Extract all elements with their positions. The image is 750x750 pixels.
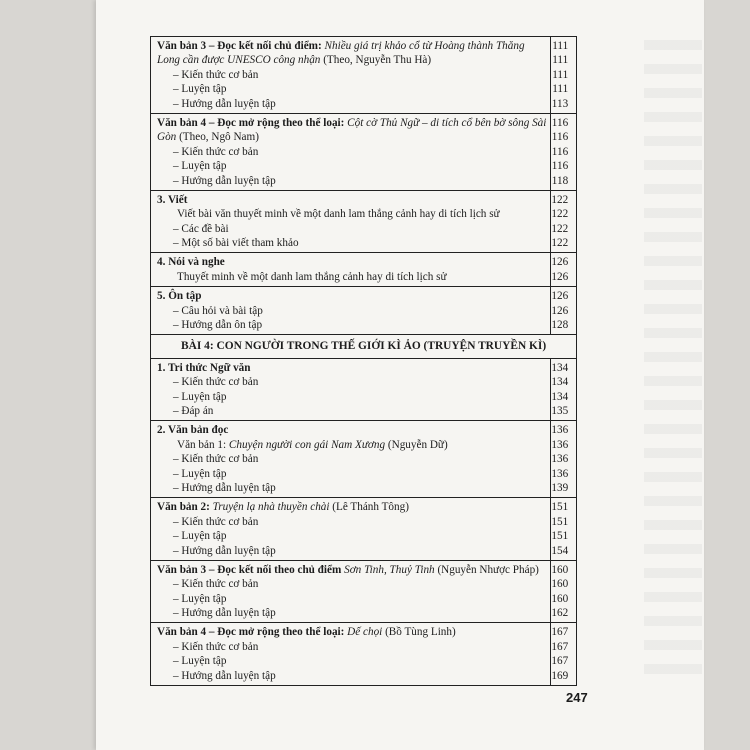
toc-page-ref: 116 xyxy=(551,131,569,144)
toc-entries xyxy=(151,287,551,335)
toc-entry-text: Văn bản 4 – Đọc mở rộng theo thể loại: xyxy=(157,626,348,639)
toc-page-ref: 167 xyxy=(551,640,569,653)
toc-entry xyxy=(157,130,546,144)
toc-entries xyxy=(151,358,551,421)
toc-entry-text: 5. Ôn tập xyxy=(157,290,202,303)
toc-page-ref: 135 xyxy=(551,405,569,417)
toc-entry-text: – Luyện tập xyxy=(173,592,227,605)
toc-entry-text: – Hướng dẫn ôn tập xyxy=(173,319,263,332)
toc-page-numbers xyxy=(551,253,577,287)
toc-entry xyxy=(157,500,546,514)
toc-entry xyxy=(157,159,546,173)
toc-entry-text: – Kiến thức cơ bản xyxy=(173,145,259,158)
toc-entry xyxy=(157,481,546,495)
toc-entry-text: Văn bản 2: xyxy=(157,501,213,514)
toc-entry-text: 4. Nói và nghe xyxy=(157,256,225,269)
toc-page-ref: 160 xyxy=(551,563,569,576)
toc-page-ref: 167 xyxy=(551,626,569,639)
toc-entry-text: – Hướng dẫn luyện tập xyxy=(173,607,276,620)
toc-entry-text: – Kiến thức cơ bản xyxy=(173,68,259,81)
toc-entry-text: Long cần được UNESCO công nhận xyxy=(157,54,321,67)
toc-section xyxy=(151,37,577,114)
toc-entry xyxy=(157,544,546,558)
toc-entry-text: Dế chọi xyxy=(347,626,383,639)
toc-entry-text: (Bồ Tùng Linh) xyxy=(382,626,456,639)
toc-entry xyxy=(157,53,546,67)
toc-page-ref: 136 xyxy=(551,424,569,437)
toc-entry-text: (Theo, Nguyễn Thu Hà) xyxy=(320,54,432,67)
toc-entry xyxy=(157,606,546,620)
toc-page-numbers xyxy=(551,358,577,421)
toc-entry xyxy=(157,577,546,591)
toc-page-ref: 167 xyxy=(551,655,569,668)
toc-entry xyxy=(157,207,546,221)
toc-entry xyxy=(157,39,546,53)
toc-entry xyxy=(157,592,546,606)
toc-entry xyxy=(157,669,546,683)
toc-entry xyxy=(157,640,546,654)
toc-entry xyxy=(157,452,546,466)
toc-entry-text: Văn bản 4 – Đọc mở rộng theo thể loại: xyxy=(157,116,348,129)
toc-entry-text: – Hướng dẫn luyện tập xyxy=(173,481,276,494)
toc-entry-text: – Luyện tập xyxy=(173,655,227,668)
toc-entry xyxy=(157,68,546,82)
toc-entries xyxy=(151,113,551,190)
toc-chapter-title-row xyxy=(151,335,577,358)
toc-page-ref: 134 xyxy=(551,390,569,403)
table-of-contents xyxy=(150,36,577,686)
toc-entry-text: 3. Viết xyxy=(157,193,188,206)
toc-page-ref: 126 xyxy=(551,290,569,303)
toc-entry xyxy=(157,97,546,111)
toc-entry xyxy=(157,423,546,437)
toc-page-ref: 126 xyxy=(551,304,569,317)
toc-entry xyxy=(157,529,546,543)
toc-page-ref: 126 xyxy=(551,270,569,283)
toc-entry-text: – Kiến thức cơ bản xyxy=(173,515,259,528)
toc-page-ref: 113 xyxy=(551,97,569,110)
toc-entry xyxy=(157,193,546,207)
toc-page-ref: 151 xyxy=(551,515,569,528)
toc-entry-text: – Kiến thức cơ bản xyxy=(173,376,259,389)
toc-entries xyxy=(151,623,551,686)
toc-page-ref: 154 xyxy=(551,544,569,557)
toc-entries xyxy=(151,190,551,253)
toc-entry-text: 2. Văn bản đọc xyxy=(157,424,229,437)
toc-page-ref: 122 xyxy=(551,237,569,250)
toc-entry xyxy=(157,174,546,188)
toc-section xyxy=(151,287,577,335)
toc-entry xyxy=(157,318,546,332)
toc-page-ref: 162 xyxy=(551,607,569,620)
toc-entry xyxy=(157,304,546,318)
toc-entry xyxy=(157,375,546,389)
toc-entry-text: (Nguyễn Dữ) xyxy=(385,438,448,451)
toc-entry-text: Cột cờ Thủ Ngữ – di tích cổ bên bờ sông Sài xyxy=(347,116,547,129)
toc-entry xyxy=(157,255,546,269)
toc-entries xyxy=(151,253,551,287)
toc-entry-text: – Luyện tập xyxy=(173,530,227,543)
toc-page-ref: 134 xyxy=(551,361,569,374)
toc-entry-text: – Hướng dẫn luyện tập xyxy=(173,669,276,682)
toc-page-numbers xyxy=(551,287,577,335)
toc-section xyxy=(151,560,577,623)
toc-entry-text: Truyện lạ nhà thuyền chài xyxy=(212,501,330,514)
toc-page-ref: 136 xyxy=(551,438,569,451)
toc-entry-text: Viết bài văn thuyết minh về một danh lam thắng cảnh hay di tích lịch sử xyxy=(177,208,500,221)
toc-page-numbers xyxy=(551,498,577,561)
toc-page-ref: 151 xyxy=(551,530,569,543)
toc-entry-text: Văn bản 3 – Đọc kết nối chủ điểm: xyxy=(157,40,325,52)
toc-page-ref: 136 xyxy=(551,453,569,466)
toc-entry-text: Sơn Tinh, Thuỷ Tinh xyxy=(344,563,435,576)
toc-entry-text: – Luyện tập xyxy=(173,467,227,480)
toc-section xyxy=(151,421,577,498)
toc-entry-text: Văn bản 3 – Đọc kết nối theo chủ điểm xyxy=(157,563,345,576)
chapter-title: BÀI 4: CON NGƯỜI TRONG THẾ GIỚI KÌ ẢO (TRUYỆN TRUYỀN KÌ) xyxy=(151,335,577,358)
toc-page-ref: 160 xyxy=(551,578,569,591)
toc-entry xyxy=(157,236,546,250)
page-number: 247 xyxy=(566,690,588,705)
toc-page-ref: 111 xyxy=(552,68,569,81)
toc-page-numbers xyxy=(551,190,577,253)
toc-page-ref: 134 xyxy=(551,376,569,389)
toc-page-ref: 136 xyxy=(551,467,569,480)
toc-entries xyxy=(151,421,551,498)
toc-page-ref: 122 xyxy=(551,193,569,206)
toc-page-numbers xyxy=(551,421,577,498)
toc-entry-text: – Kiến thức cơ bản xyxy=(173,640,259,653)
toc-page-numbers xyxy=(551,113,577,190)
toc-page-ref: 111 xyxy=(552,40,569,52)
toc-section xyxy=(151,113,577,190)
toc-section xyxy=(151,358,577,421)
toc-entries xyxy=(151,560,551,623)
toc-entry-text: Nhiều giá trị khảo cổ từ Hoàng thành Thăng xyxy=(324,40,525,52)
toc-entry xyxy=(157,467,546,481)
toc-page-numbers xyxy=(551,560,577,623)
toc-entry xyxy=(157,289,546,303)
toc-entry-text: – Luyện tập xyxy=(173,160,227,173)
toc-page-ref: 118 xyxy=(551,174,569,187)
toc-entry xyxy=(157,404,546,418)
toc-entry xyxy=(157,625,546,639)
toc-page-ref: 116 xyxy=(551,160,569,173)
toc-entry xyxy=(157,145,546,159)
toc-entry-text: – Kiến thức cơ bản xyxy=(173,578,259,591)
toc-entry-text: – Các đề bài xyxy=(173,222,229,235)
toc-entry-text: – Luyện tập xyxy=(173,390,227,403)
toc-entries xyxy=(151,37,551,114)
toc-entry-text: – Hướng dẫn luyện tập xyxy=(173,544,276,557)
toc-entry xyxy=(157,361,546,375)
toc-entry-text: – Hướng dẫn luyện tập xyxy=(173,174,276,187)
toc-entry xyxy=(157,270,546,284)
toc-section xyxy=(151,190,577,253)
toc-page-ref: 111 xyxy=(552,83,569,96)
toc-page-ref: 116 xyxy=(551,145,569,158)
toc-entry-text: (Theo, Ngô Nam) xyxy=(176,131,259,144)
toc-entry-text: – Đáp án xyxy=(173,405,214,417)
toc-page-ref: 122 xyxy=(551,208,569,221)
toc-section xyxy=(151,498,577,561)
toc-entry-text: Chuyện người con gái Nam Xương xyxy=(228,438,386,451)
toc-entry-text: – Một số bài viết tham khảo xyxy=(173,237,299,250)
toc-page-numbers xyxy=(551,37,577,114)
toc-entry-text: Văn bản 1: xyxy=(177,438,229,451)
toc-page-ref: 111 xyxy=(552,54,569,67)
toc-entries xyxy=(151,498,551,561)
toc-page-ref: 169 xyxy=(551,669,569,682)
toc-page-ref: 126 xyxy=(551,256,569,269)
bleed-through-shadow xyxy=(644,40,702,680)
toc-entry xyxy=(157,390,546,404)
toc-page-ref: 151 xyxy=(551,501,569,514)
toc-entry-text: – Câu hỏi và bài tập xyxy=(173,304,263,317)
toc-section xyxy=(151,623,577,686)
toc-entry xyxy=(157,116,546,130)
toc-entry-text: – Hướng dẫn luyện tập xyxy=(173,97,276,110)
toc-entry xyxy=(157,563,546,577)
toc-entry xyxy=(157,438,546,452)
toc-entry-text: 1. Tri thức Ngữ văn xyxy=(157,361,251,374)
toc-entry xyxy=(157,654,546,668)
toc-section xyxy=(151,253,577,287)
toc-entry xyxy=(157,222,546,236)
toc-entry-text: (Lê Thánh Tông) xyxy=(329,501,409,514)
toc-entry xyxy=(157,82,546,96)
toc-entry-text: (Nguyễn Nhược Pháp) xyxy=(434,563,539,576)
toc-entry-text: – Kiến thức cơ bản xyxy=(173,453,259,466)
toc-entry-text: – Luyện tập xyxy=(173,83,227,96)
toc-page-ref: 139 xyxy=(551,481,569,494)
toc-page-ref: 160 xyxy=(551,592,569,605)
toc-entry-text: Gòn xyxy=(157,131,177,144)
toc-page-ref: 122 xyxy=(551,222,569,235)
toc-page-ref: 128 xyxy=(551,319,569,332)
toc-page-ref: 116 xyxy=(551,116,569,129)
toc-entry xyxy=(157,515,546,529)
toc-page-numbers xyxy=(551,623,577,686)
toc-entry-text: Thuyết minh về một danh lam thắng cảnh hay di tích lịch sử xyxy=(177,270,447,283)
